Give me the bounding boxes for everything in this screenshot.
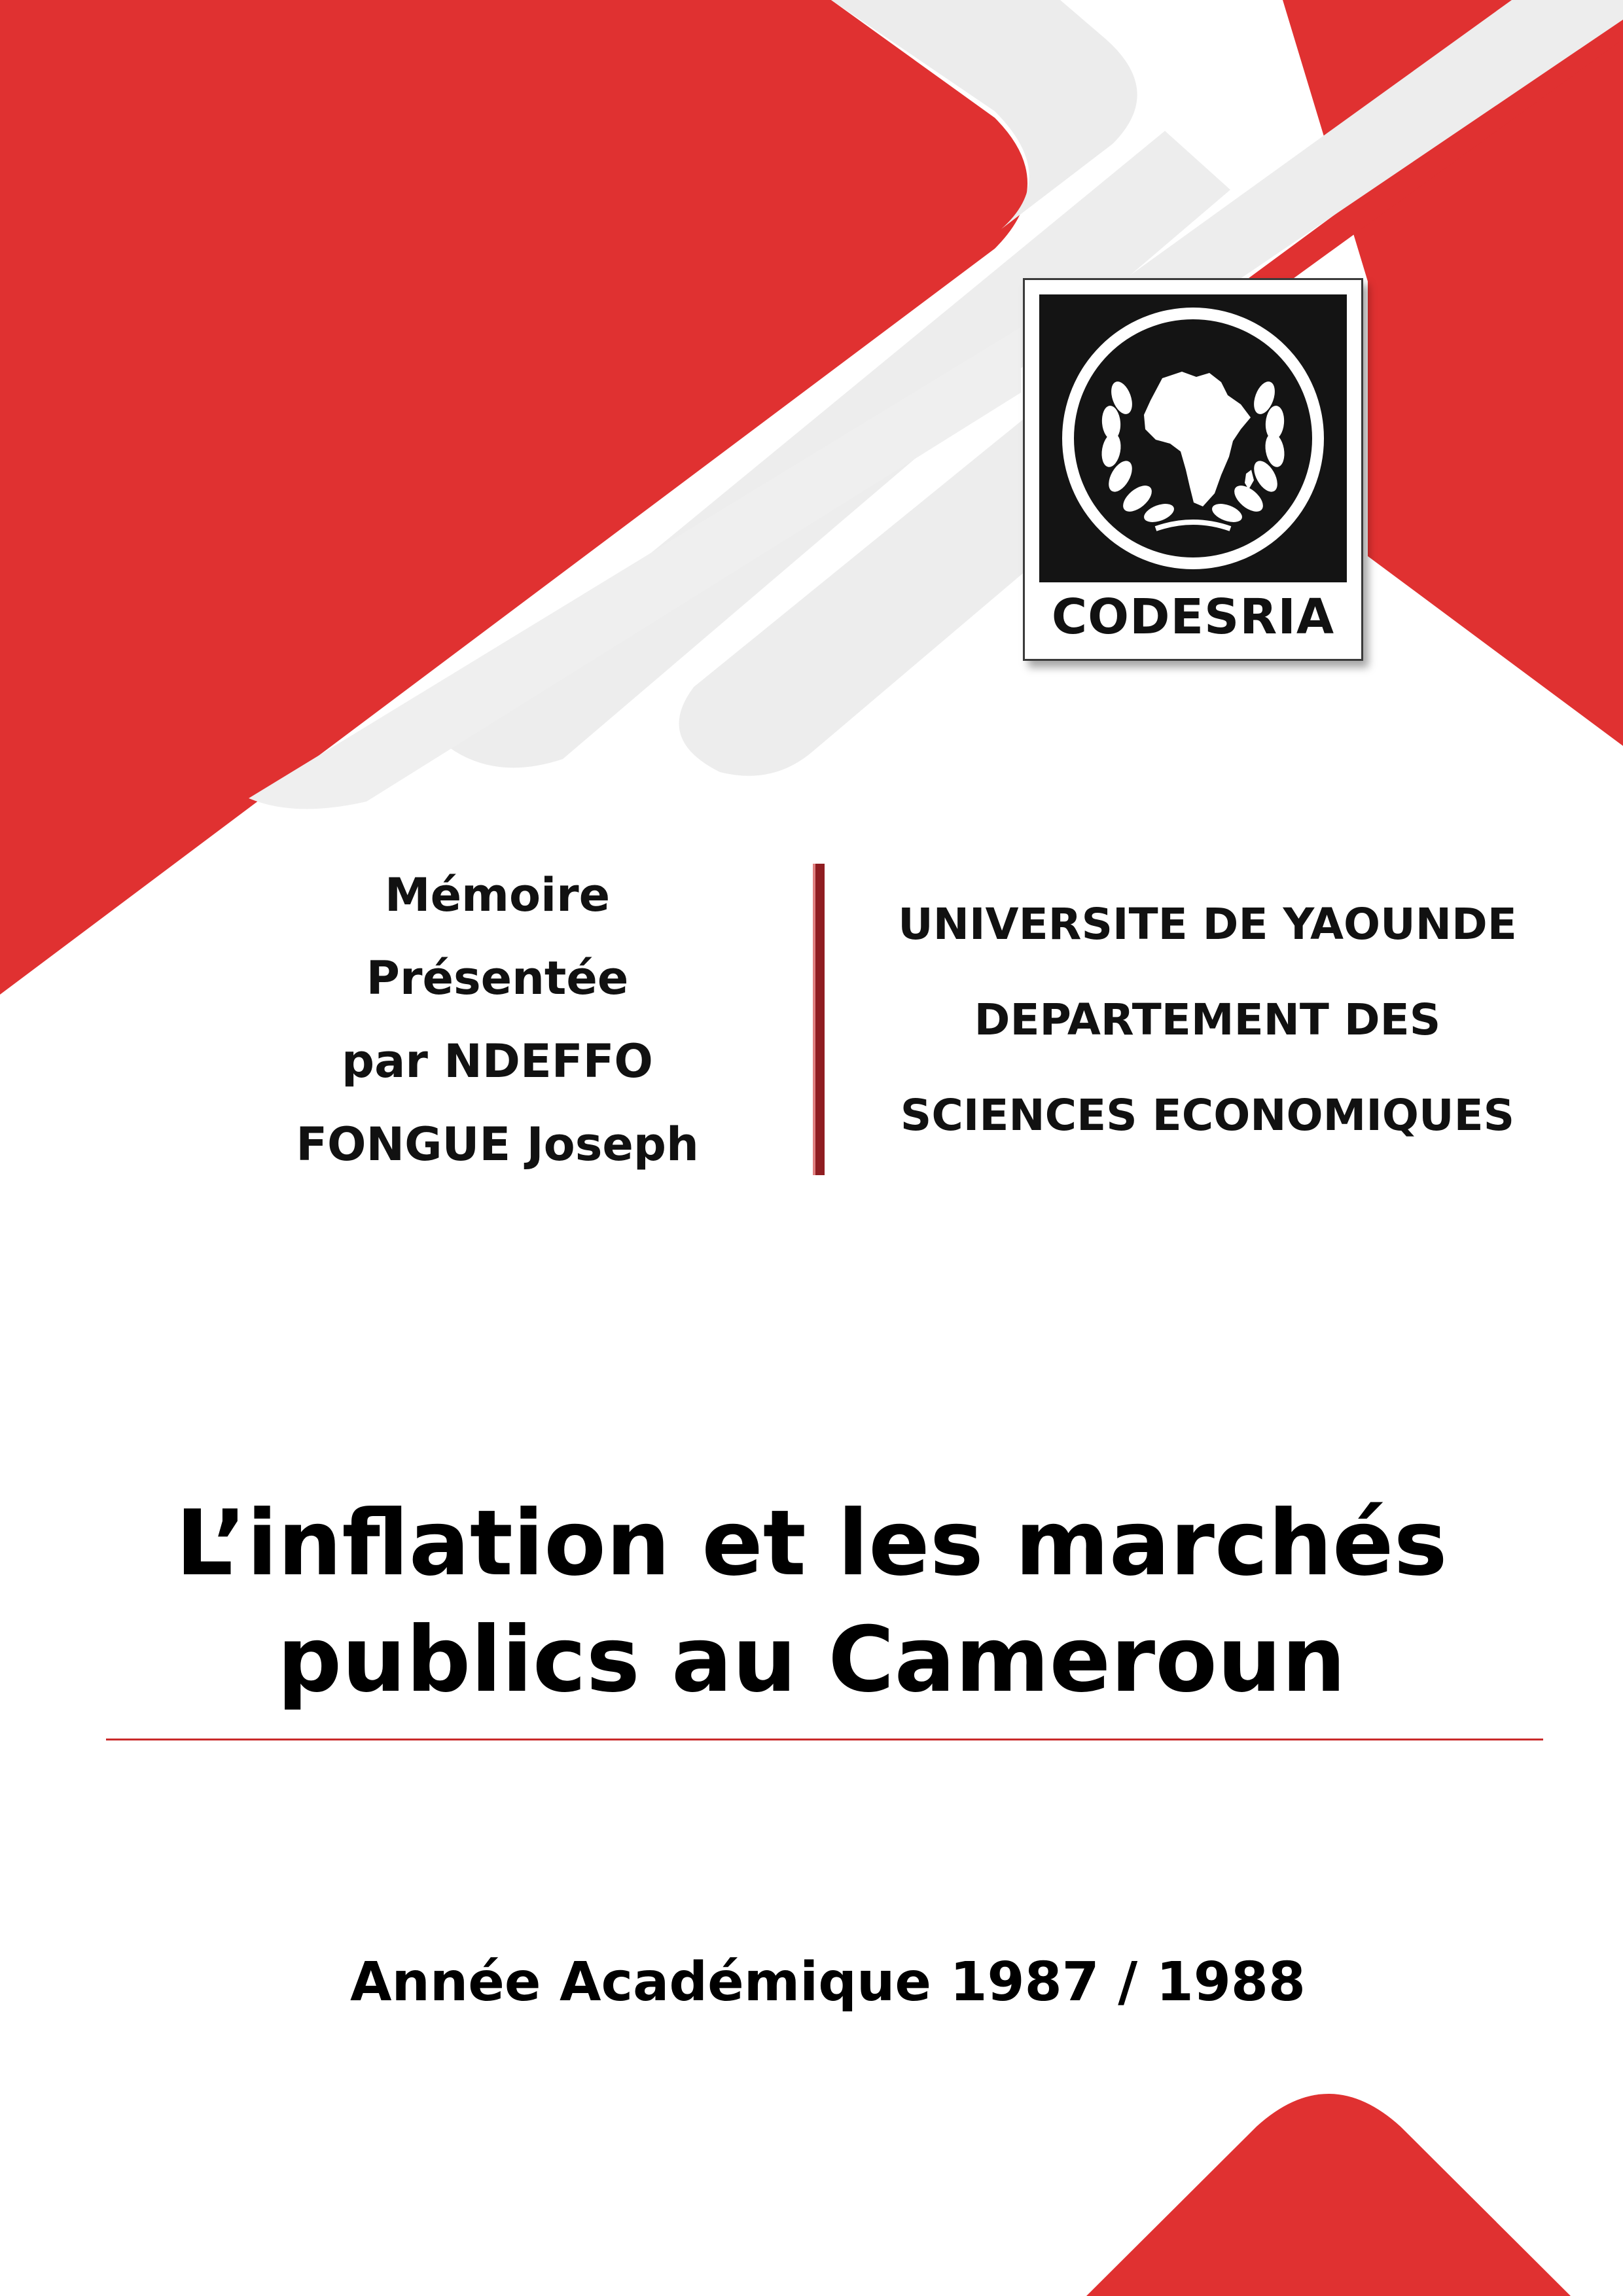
author-line: Mémoire — [384, 868, 611, 922]
logo-text: CODESRIA — [1051, 589, 1335, 645]
author-block — [216, 854, 779, 1186]
author-line: par NDEFFO — [342, 1034, 653, 1088]
red-triangle-top-left — [0, 0, 1027, 995]
title-underline — [106, 1739, 1543, 1740]
codesria-logo — [1023, 278, 1363, 661]
red-triangle-bottom-right — [1086, 2094, 1571, 2296]
institution-line: SCIENCES ECONOMIQUES — [900, 1090, 1515, 1140]
institution-line: UNIVERSITE DE YAOUNDE — [898, 899, 1517, 949]
academic-year: Année Académique 1987 / 1988 — [350, 1951, 1306, 2013]
author-line: FONGUE Joseph — [296, 1118, 699, 1171]
author-line: Présentée — [366, 951, 629, 1005]
title-line: publics au Cameroun — [277, 1607, 1346, 1712]
institution-block — [844, 877, 1571, 1163]
title-line: L’inflation et les marchés — [175, 1491, 1448, 1596]
document-title — [79, 1485, 1544, 1718]
vertical-divider — [813, 864, 825, 1175]
institution-line: DEPARTEMENT DES — [974, 995, 1441, 1045]
